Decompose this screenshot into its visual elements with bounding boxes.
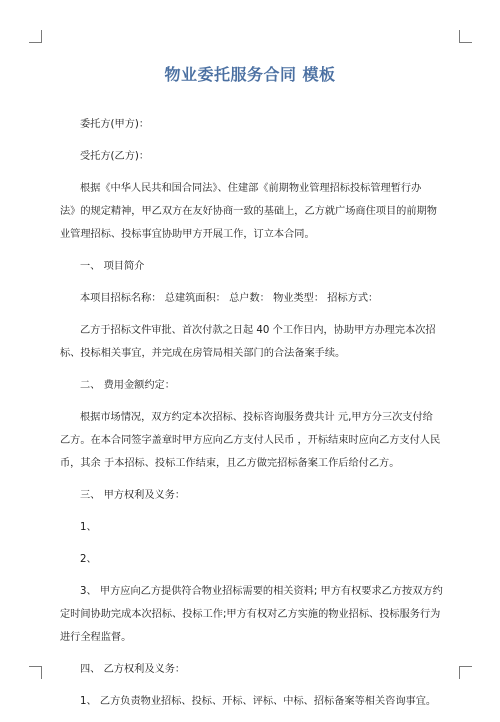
party-b-line: 受托方(乙方)： — [80, 151, 150, 162]
section-2-line: 根据市场情况，双方约定本次招标、投标咨询服务费共计 元,甲方分三次支付给 — [80, 412, 433, 423]
intro-line: 根据《中华人民共和国合同法》、住建部《前期物业管理招标投标管理暂行办 — [80, 183, 422, 194]
section-4-heading: 四、 乙方权利及义务： — [80, 664, 186, 675]
section-2-paragraph — [60, 406, 441, 475]
intro-paragraph — [60, 177, 438, 246]
section-4-item-1: 1、 乙方负责物业招标、投标、开标、评标、中标、招标备案等相关咨询事宜。 — [80, 696, 437, 707]
document-title: 物业委托服务合同 模板 — [164, 65, 336, 84]
section-2-line: 乙方。在本合同签字盖章时甲方应向乙方支付人民币 ，开标结束时应向乙方支付人民 — [60, 435, 441, 446]
section-3-item-1: 1、 — [80, 522, 97, 533]
crop-mark-top-left — [29, 30, 42, 43]
section-3-item-2: 2、 — [80, 554, 97, 565]
document-body — [60, 113, 443, 722]
crop-mark-top-right — [459, 30, 472, 43]
section-1-info: 本项目招标名称： 总建筑面积： 总户数： 物业类型： 招标方式： — [80, 293, 379, 304]
crop-mark-bottom-left — [29, 666, 42, 679]
crop-mark-bottom-right — [459, 666, 472, 679]
section-1-line: 乙方于招标文件审批、首次付款之日起 40 个工作日内，协助甲方办理完本次招 — [80, 325, 436, 336]
section-2-heading: 二、 费用金额约定： — [80, 380, 175, 391]
section-2-line: 币，其余 于本招标、投标工作结束，且乙方做完招标备案工作后给付乙方。 — [60, 458, 400, 469]
party-a-line: 委托方(甲方)： — [80, 119, 150, 130]
section-3-item-3 — [60, 580, 443, 649]
section-3-line: 3、 甲方应向乙方提供符合物业招标需要的相关资料; 甲方有权要求乙方按双方约 — [80, 586, 443, 597]
section-3-heading: 三、 甲方权利及义务： — [80, 490, 186, 501]
section-3-line: 定时间协助完成本次招标、投标工作;甲方有权对乙方实施的物业招标、投标服务行为 — [60, 609, 441, 620]
intro-line: 法》的规定精神，甲乙双方在友好协商一致的基础上，乙方就广场商住项目的前期物 — [60, 206, 437, 217]
section-1-line: 标、投标相关事宜，并完成在房管局相关部门的合法备案手续。 — [60, 348, 346, 359]
section-3-line: 进行全程监督。 — [60, 632, 132, 643]
section-1-paragraph — [60, 319, 438, 365]
intro-line: 业管理招标、投标事宜协助甲方开展工作，订立本合同。 — [60, 229, 315, 240]
section-1-heading: 一、 项目简介 — [80, 261, 145, 272]
